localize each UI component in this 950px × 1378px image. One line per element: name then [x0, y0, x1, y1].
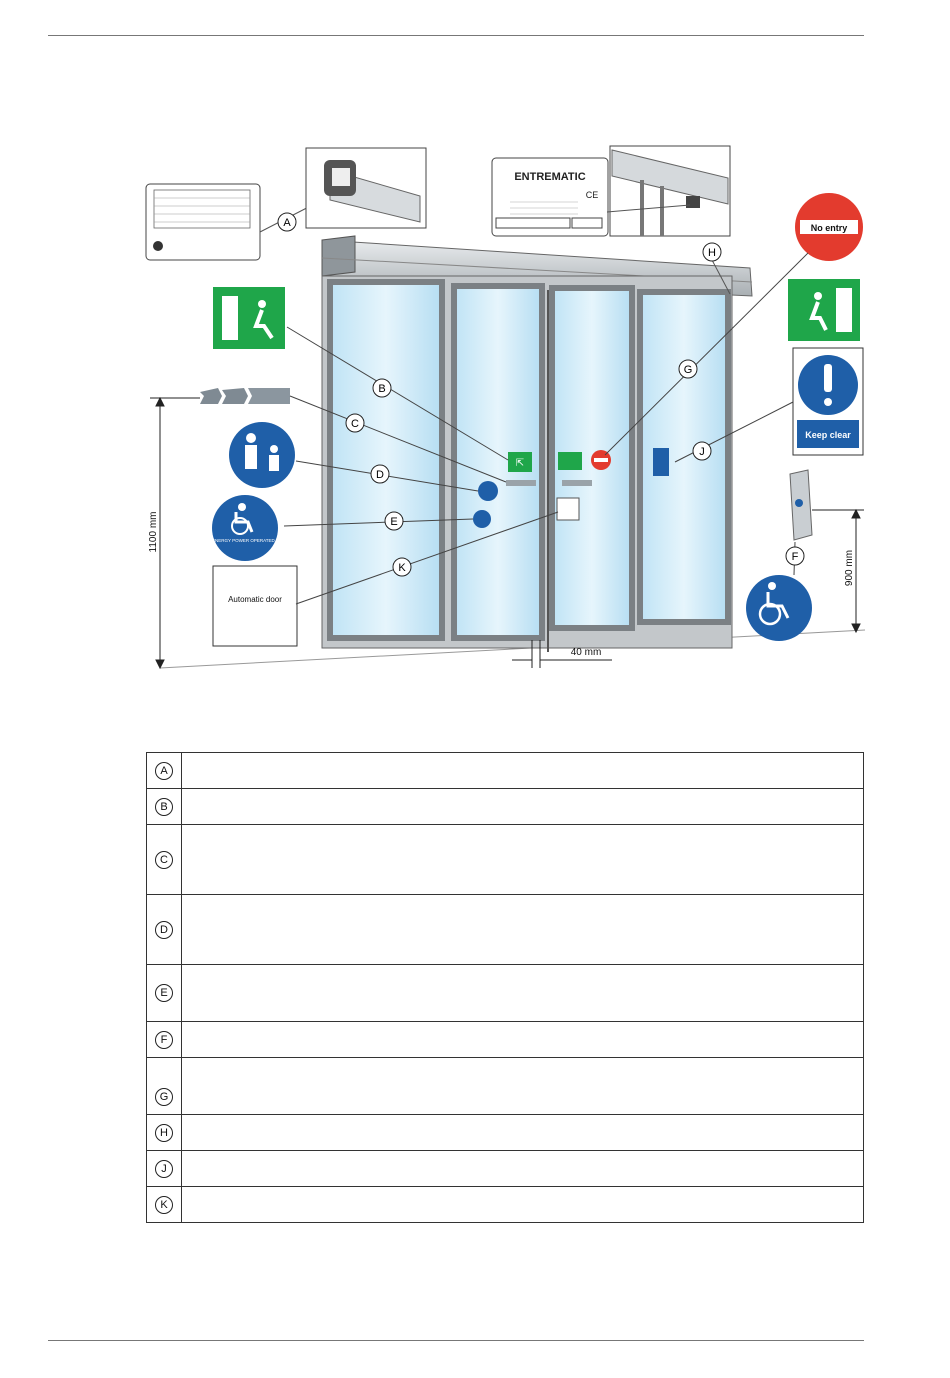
legend-letter: H [155, 1124, 173, 1142]
exit-sign-small-right [558, 452, 582, 470]
child-sign-large [229, 422, 295, 488]
exit-sign-large-right [788, 279, 860, 341]
dimension-1100-label: 1100 mm [148, 511, 159, 553]
legend-row [147, 1115, 864, 1151]
callout-A [278, 213, 296, 231]
legend-row [147, 825, 864, 895]
no-entry-sign-large [795, 193, 863, 261]
legend-text [182, 895, 864, 965]
svg-text:Keep clear: Keep clear [805, 430, 851, 440]
callout-B [373, 379, 391, 397]
sensor-strip-left [506, 480, 536, 486]
automatic-door-sign-large [213, 566, 297, 646]
legend-letter: A [155, 762, 173, 780]
svg-text:⇱: ⇱ [515, 458, 525, 469]
push-button-post [790, 470, 812, 540]
legend-letter: B [155, 798, 173, 816]
svg-text:J: J [699, 446, 705, 458]
legend-table [146, 752, 864, 1223]
inset-a-detail [306, 148, 426, 228]
exit-sign-large-left [213, 287, 285, 349]
legend-text [182, 1115, 864, 1151]
dimension-900-label: 900 mm [844, 549, 855, 587]
keep-clear-sign-small [653, 448, 669, 476]
wheelchair-sign-small [473, 510, 491, 528]
legend-text [182, 1022, 864, 1058]
callout-F [786, 547, 804, 565]
inset-h-detail [610, 146, 730, 236]
callout-J [693, 442, 711, 460]
legend-row [147, 789, 864, 825]
callout-K [393, 558, 411, 576]
legend-row [147, 753, 864, 789]
svg-text:D: D [376, 469, 384, 481]
legend-letter: K [155, 1196, 173, 1214]
legend-text [182, 753, 864, 789]
rating-label [146, 184, 260, 260]
callout-G [679, 360, 697, 378]
legend-text [182, 1187, 864, 1223]
callout-H [703, 243, 721, 261]
svg-text:C: C [351, 418, 359, 430]
keep-clear-sign-large [793, 348, 863, 455]
legend-letter: G [155, 1088, 173, 1106]
legend-text [182, 825, 864, 895]
svg-text:No entry: No entry [810, 223, 848, 233]
child-sign-small [478, 481, 498, 501]
legend-letter: D [155, 921, 173, 939]
sensor-strip-large [200, 388, 290, 404]
svg-text:A: A [283, 217, 291, 229]
legend-row [147, 1022, 864, 1058]
svg-text:Automatic door: Automatic door [228, 595, 282, 604]
glass-panel-1 [330, 282, 442, 638]
automatic-door-sign-small [557, 498, 579, 520]
bottom-rule [48, 1340, 864, 1341]
legend-text [182, 1151, 864, 1187]
sensor-strip-right [562, 480, 592, 486]
svg-text:B: B [378, 383, 386, 395]
legend-letter: E [155, 984, 173, 1002]
dimension-40-label: 40 mm [570, 647, 602, 658]
legend-row [147, 1187, 864, 1223]
callout-E [385, 512, 403, 530]
svg-text:K: K [398, 562, 406, 574]
legend-letter: F [155, 1031, 173, 1049]
callout-D [371, 465, 389, 483]
legend-row [147, 1058, 864, 1115]
legend-text [182, 965, 864, 1022]
ce-mark: CE [585, 190, 599, 200]
svg-text:E: E [390, 516, 398, 528]
callout-C [346, 414, 364, 432]
svg-text:LOW ENERGY POWER OPERATED DOOR: LOW ENERGY POWER OPERATED DOOR [200, 538, 290, 543]
product-plate [492, 158, 608, 236]
legend-letter: J [155, 1160, 173, 1178]
svg-text:F: F [791, 551, 799, 563]
svg-text:G: G [683, 364, 693, 376]
brand-text: ENTREMATIC [514, 171, 586, 183]
svg-text:H: H [708, 247, 716, 259]
low-energy-sign-large [200, 495, 290, 561]
legend-row [147, 965, 864, 1022]
dimension-900 [812, 510, 864, 632]
legend-row [147, 895, 864, 965]
wheelchair-sign-large [746, 575, 812, 641]
legend-text [182, 789, 864, 825]
legend-row [147, 1151, 864, 1187]
legend-text [182, 1058, 864, 1115]
legend-letter: C [155, 851, 173, 869]
